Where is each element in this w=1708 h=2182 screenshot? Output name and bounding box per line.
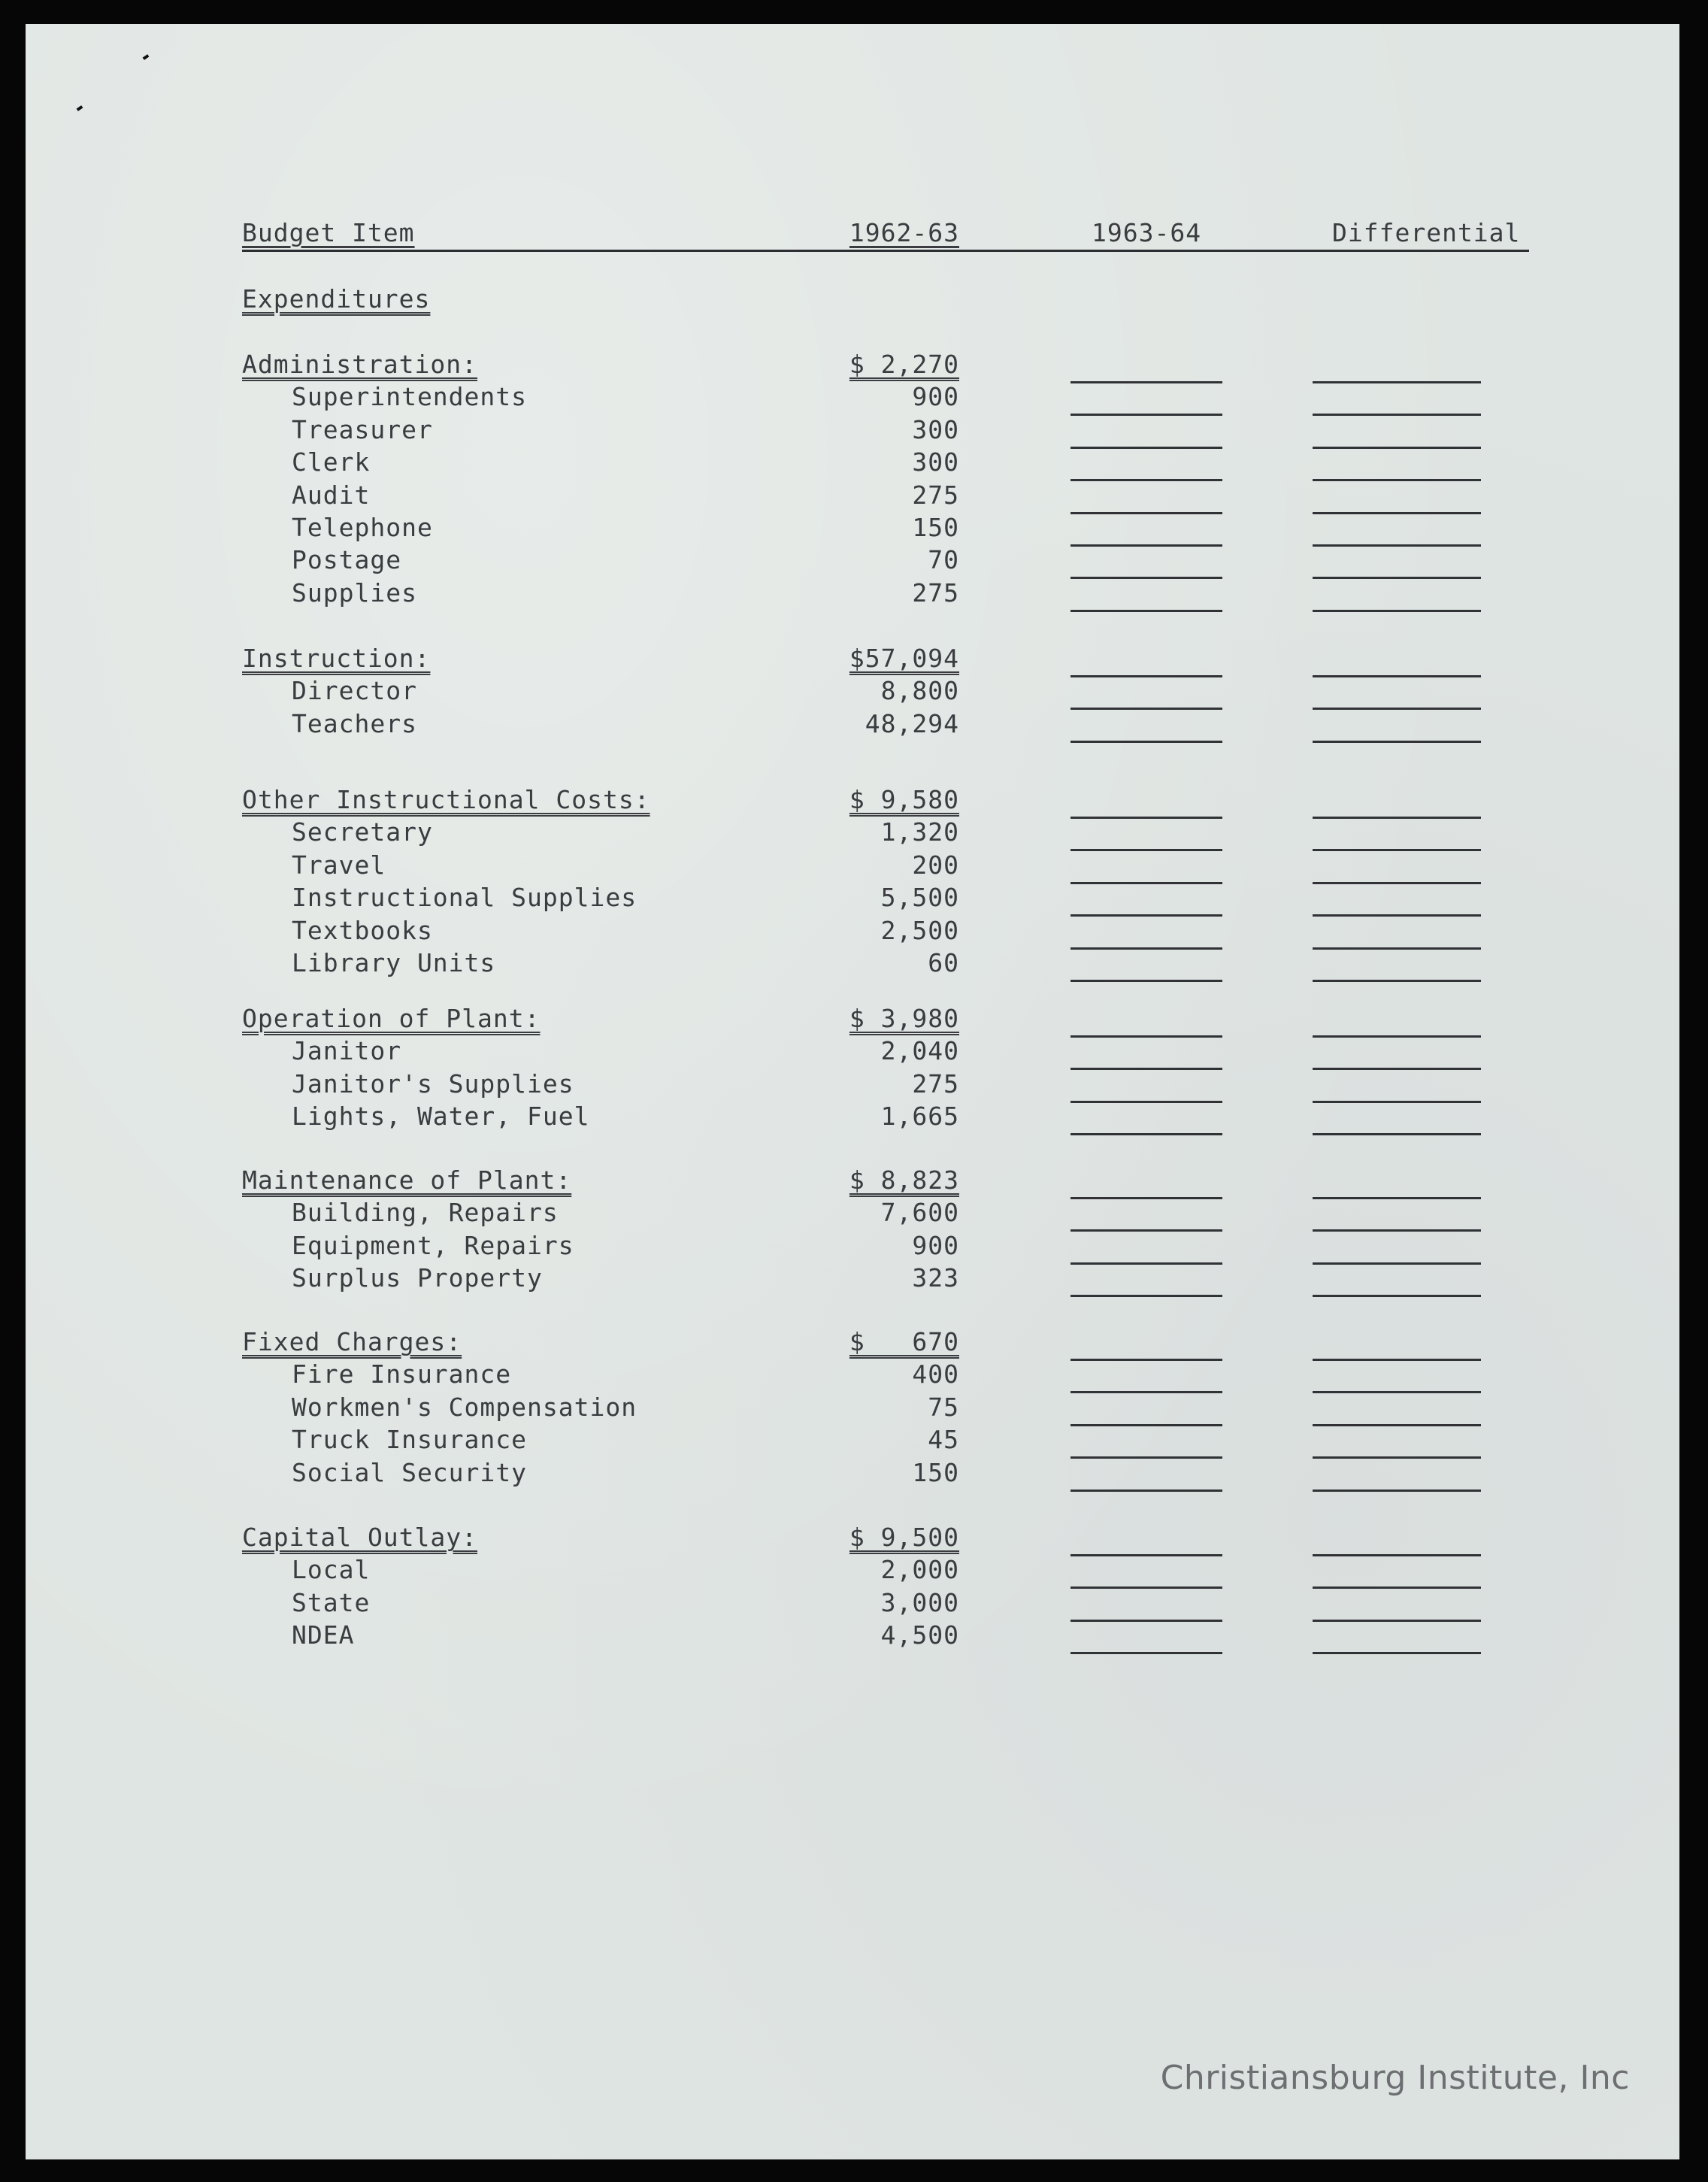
line-item-amount: 1,320 [880, 817, 959, 847]
blank-1963-64[interactable] [1071, 1262, 1222, 1265]
line-item-amount: 1,665 [880, 1102, 959, 1132]
line-item-label: Local [292, 1555, 371, 1585]
category-total: $ 9,580 [849, 785, 959, 814]
category-total: $ 8,823 [849, 1165, 959, 1195]
line-item-label: Truck Insurance [292, 1425, 528, 1455]
blank-differential[interactable] [1313, 1295, 1481, 1297]
blank-differential[interactable] [1313, 741, 1481, 743]
blank-1963-64[interactable] [1071, 1652, 1222, 1654]
line-item-amount: 70 [928, 545, 959, 575]
blank-1963-64[interactable] [1071, 1295, 1222, 1297]
category-name: Administration: [242, 350, 478, 379]
line-item-amount: 275 [912, 577, 959, 608]
blank-1963-64[interactable] [1071, 1133, 1222, 1135]
blank-differential[interactable] [1313, 1197, 1481, 1199]
header-differential: Differential [1332, 218, 1521, 247]
blank-1963-64[interactable] [1071, 708, 1222, 710]
blank-differential[interactable] [1313, 817, 1481, 819]
category-total: $ 9,500 [849, 1523, 959, 1552]
line-item-label: NDEA [292, 1620, 355, 1650]
blank-differential[interactable] [1313, 1554, 1481, 1556]
blank-1963-64[interactable] [1071, 1229, 1222, 1232]
line-item-label: Lights, Water, Fuel [292, 1102, 590, 1132]
blank-differential[interactable] [1313, 479, 1481, 481]
blank-differential[interactable] [1313, 675, 1481, 677]
blank-1963-64[interactable] [1071, 1490, 1222, 1492]
blank-differential[interactable] [1313, 947, 1481, 950]
category-total: $ 2,270 [849, 350, 959, 379]
blank-1963-64[interactable] [1071, 1456, 1222, 1459]
line-item-amount: 300 [912, 447, 959, 477]
category-name: Maintenance of Plant: [242, 1165, 572, 1195]
line-item-label: Clerk [292, 447, 371, 477]
line-item-label: Workmen's Compensation [292, 1392, 637, 1422]
blank-1963-64[interactable] [1071, 1197, 1222, 1199]
blank-differential[interactable] [1313, 1391, 1481, 1393]
line-item-label: Postage [292, 545, 402, 575]
line-item-label: Director [292, 676, 417, 706]
blank-differential[interactable] [1313, 1133, 1481, 1135]
line-item-label: Travel [292, 850, 386, 880]
category-total: $ 3,980 [849, 1004, 959, 1033]
blank-differential[interactable] [1313, 1262, 1481, 1265]
blank-1963-64[interactable] [1071, 544, 1222, 547]
category-name: Instruction: [242, 644, 431, 673]
category-total: $57,094 [849, 644, 959, 673]
blank-differential[interactable] [1313, 1101, 1481, 1103]
blank-differential[interactable] [1313, 708, 1481, 710]
blank-1963-64[interactable] [1071, 1035, 1222, 1038]
blank-1963-64[interactable] [1071, 1554, 1222, 1556]
blank-1963-64[interactable] [1071, 675, 1222, 677]
line-item-amount: 275 [912, 1068, 959, 1099]
blank-differential[interactable] [1313, 381, 1481, 383]
blank-1963-64[interactable] [1071, 381, 1222, 383]
category-name: Other Instructional Costs: [242, 785, 650, 814]
blank-1963-64[interactable] [1071, 447, 1222, 449]
line-item-amount: 5,500 [880, 883, 959, 913]
line-item-label: Teachers [292, 708, 417, 738]
header-1962-63: 1962-63 [849, 218, 959, 247]
blank-1963-64[interactable] [1071, 1620, 1222, 1622]
line-item-label: Superintendents [292, 382, 528, 412]
blank-differential[interactable] [1313, 1424, 1481, 1426]
category-total: $ 670 [849, 1327, 959, 1356]
line-item-amount: 2,040 [880, 1036, 959, 1066]
blank-differential[interactable] [1313, 610, 1481, 612]
blank-differential[interactable] [1313, 1620, 1481, 1622]
line-item-amount: 7,600 [880, 1198, 959, 1228]
category-name: Fixed Charges: [242, 1327, 462, 1356]
header-rule [242, 250, 1529, 252]
blank-1963-64[interactable] [1071, 479, 1222, 481]
line-item-label: Fire Insurance [292, 1359, 512, 1390]
line-item-label: Treasurer [292, 414, 433, 444]
line-item-label: Janitor's Supplies [292, 1068, 574, 1099]
blank-1963-64[interactable] [1071, 577, 1222, 579]
line-item-label: State [292, 1587, 371, 1617]
line-item-amount: 900 [912, 382, 959, 412]
blank-1963-64[interactable] [1071, 414, 1222, 416]
ink-speck [77, 105, 83, 111]
line-item-amount: 45 [928, 1425, 959, 1455]
blank-differential[interactable] [1313, 1586, 1481, 1589]
blank-1963-64[interactable] [1071, 512, 1222, 514]
line-item-amount: 75 [928, 1392, 959, 1422]
line-item-amount: 900 [912, 1230, 959, 1260]
blank-1963-64[interactable] [1071, 610, 1222, 612]
line-item-amount: 4,500 [880, 1620, 959, 1650]
line-item-label: Audit [292, 480, 371, 510]
line-item-amount: 3,000 [880, 1587, 959, 1617]
blank-1963-64[interactable] [1071, 882, 1222, 884]
line-item-label: Equipment, Repairs [292, 1230, 574, 1260]
blank-1963-64[interactable] [1071, 1424, 1222, 1426]
blank-differential[interactable] [1313, 447, 1481, 449]
line-item-label: Textbooks [292, 915, 433, 945]
blank-differential[interactable] [1313, 1652, 1481, 1654]
blank-1963-64[interactable] [1071, 914, 1222, 917]
blank-differential[interactable] [1313, 577, 1481, 579]
line-item-amount: 200 [912, 850, 959, 880]
line-item-label: Supplies [292, 577, 417, 608]
line-item-amount: 300 [912, 414, 959, 444]
blank-1963-64[interactable] [1071, 1586, 1222, 1589]
blank-differential[interactable] [1313, 1359, 1481, 1361]
line-item-label: Janitor [292, 1036, 402, 1066]
line-item-amount: 400 [912, 1359, 959, 1390]
line-item-amount: 2,500 [880, 915, 959, 945]
line-item-label: Building, Repairs [292, 1198, 559, 1228]
line-item-amount: 2,000 [880, 1555, 959, 1585]
blank-1963-64[interactable] [1071, 947, 1222, 950]
blank-1963-64[interactable] [1071, 741, 1222, 743]
blank-differential[interactable] [1313, 1068, 1481, 1070]
line-item-amount: 60 [928, 948, 959, 977]
line-item-amount: 48,294 [865, 708, 959, 738]
blank-differential[interactable] [1313, 1456, 1481, 1459]
category-name: Operation of Plant: [242, 1004, 541, 1033]
line-item-amount: 150 [912, 513, 959, 542]
blank-1963-64[interactable] [1071, 1101, 1222, 1103]
header-budget-item: Budget Item [242, 218, 415, 247]
section-title: Expenditures [242, 284, 431, 314]
line-item-label: Surplus Property [292, 1263, 543, 1293]
header-1963-64: 1963-64 [1092, 218, 1202, 247]
line-item-amount: 8,800 [880, 676, 959, 706]
line-item-label: Library Units [292, 948, 496, 977]
blank-1963-64[interactable] [1071, 980, 1222, 982]
blank-1963-64[interactable] [1071, 1068, 1222, 1070]
line-item-amount: 150 [912, 1457, 959, 1487]
line-item-amount: 275 [912, 480, 959, 510]
blank-differential[interactable] [1313, 1490, 1481, 1492]
blank-1963-64[interactable] [1071, 849, 1222, 851]
blank-differential[interactable] [1313, 1035, 1481, 1038]
blank-differential[interactable] [1313, 914, 1481, 917]
blank-differential[interactable] [1313, 1229, 1481, 1232]
line-item-amount: 323 [912, 1263, 959, 1293]
blank-differential[interactable] [1313, 414, 1481, 416]
blank-differential[interactable] [1313, 980, 1481, 982]
watermark: Christiansburg Institute, Inc [1160, 2059, 1630, 2097]
blank-1963-64[interactable] [1071, 1391, 1222, 1393]
line-item-label: Instructional Supplies [292, 883, 637, 913]
line-item-label: Social Security [292, 1457, 528, 1487]
category-name: Capital Outlay: [242, 1523, 478, 1552]
ink-speck [143, 54, 150, 60]
blank-differential[interactable] [1313, 849, 1481, 851]
blank-1963-64[interactable] [1071, 817, 1222, 819]
blank-differential[interactable] [1313, 544, 1481, 547]
blank-differential[interactable] [1313, 512, 1481, 514]
line-item-label: Secretary [292, 817, 433, 847]
line-item-label: Telephone [292, 513, 433, 542]
blank-differential[interactable] [1313, 882, 1481, 884]
blank-1963-64[interactable] [1071, 1359, 1222, 1361]
